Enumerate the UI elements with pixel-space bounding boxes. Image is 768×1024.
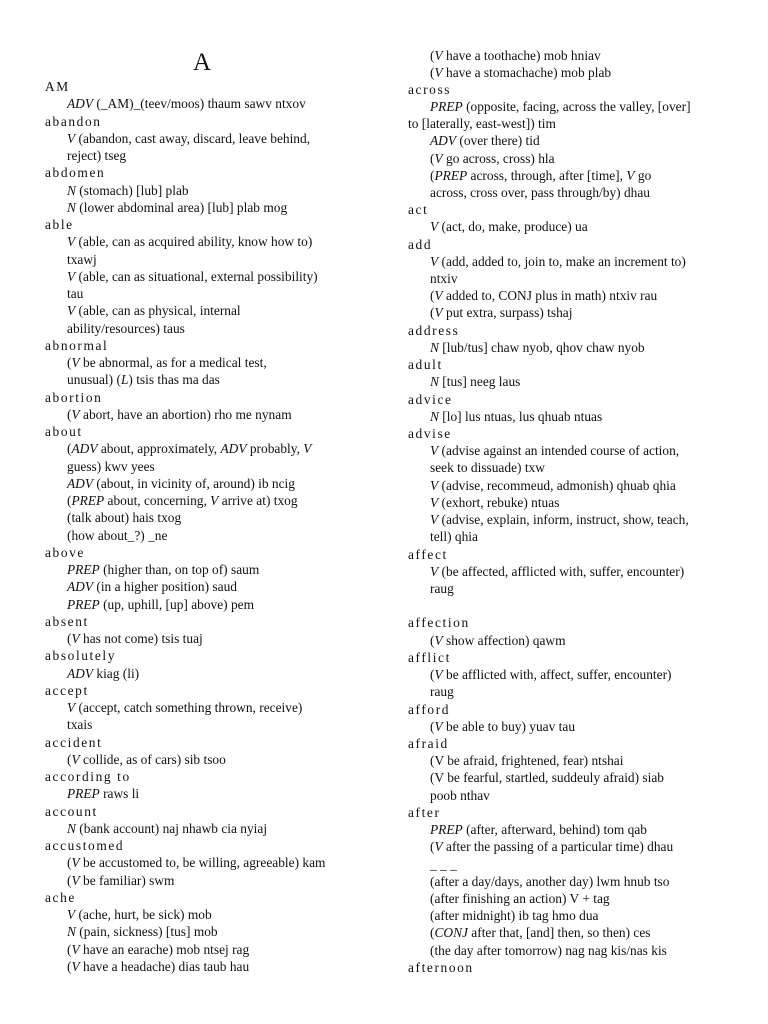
definition-line: across, cross over, pass through/by) dhau bbox=[430, 185, 650, 200]
headword: AM bbox=[45, 79, 70, 94]
definition-line: (after finishing an action) V + tag bbox=[430, 891, 610, 906]
definition-line: V (ache, hurt, be sick) mob bbox=[67, 907, 212, 922]
definition-line: V (able, can as physical, internal bbox=[67, 303, 241, 319]
definition-line: (V after the passing of a particular time) dhau bbox=[430, 839, 674, 854]
headword: afflict bbox=[408, 650, 451, 665]
definition-line: N (bank account) naj nhawb cia nyiaj bbox=[67, 820, 268, 836]
definition-line: ability/resources) taus bbox=[67, 320, 185, 336]
definition-line: V (able, can as acquired ability, know how to) bbox=[67, 234, 313, 250]
definition-line: (PREP across, through, after [time], V go bbox=[430, 168, 652, 183]
headword: after bbox=[408, 805, 441, 820]
definition-line: V (able, can as situational, external possibility) bbox=[67, 268, 318, 284]
headword: absolutely bbox=[45, 648, 117, 664]
definition-line: (PREP about, concerning, V arrive at) txog bbox=[67, 493, 298, 508]
definition-line: (V be afraid, frightened, fear) ntshai bbox=[430, 753, 624, 768]
headword: ache bbox=[45, 889, 76, 905]
definition-line: tau bbox=[67, 286, 84, 301]
headword: advise bbox=[408, 426, 452, 441]
definition-line: to [laterally, east-west]) tim bbox=[408, 116, 556, 131]
definition-line: V (advise, explain, inform, instruct, show, teach, bbox=[430, 512, 689, 527]
definition-line: guess) kwv yees bbox=[67, 458, 155, 474]
headword: affection bbox=[408, 615, 470, 630]
definition-line: reject) tseg bbox=[67, 148, 127, 163]
definition-line: PREP (after, afterward, behind) tom qab bbox=[430, 822, 647, 837]
definition-line: (V be afflicted with, affect, suffer, encounter) bbox=[430, 667, 672, 682]
headword: accident bbox=[45, 734, 103, 750]
definition-line: (V go across, cross) hla bbox=[430, 151, 555, 166]
definition-line: PREP (up, uphill, [up] above) pem bbox=[67, 596, 255, 612]
definition-line: poob nthav bbox=[430, 788, 490, 803]
definition-line: PREP (opposite, facing, across the valley, [over] bbox=[430, 99, 691, 114]
definition-line: (V have a headache) dias taub hau bbox=[67, 958, 250, 974]
definition-line: N (lower abdominal area) [lub] plab mog bbox=[67, 199, 288, 215]
definition-line: (V abort, have an abortion) rho me nynam bbox=[67, 406, 292, 422]
definition-line: (V be abnormal, as for a medical test, bbox=[67, 355, 267, 370]
headword: across bbox=[408, 82, 452, 97]
definition-line: N (pain, sickness) [tus] mob bbox=[67, 924, 218, 940]
definition-line: tell) qhia bbox=[430, 529, 478, 544]
definition-line: raug bbox=[430, 684, 454, 699]
headword: about bbox=[45, 424, 83, 439]
headword: adult bbox=[408, 357, 443, 372]
headword: absent bbox=[45, 613, 89, 629]
headword: affect bbox=[408, 547, 448, 562]
definition-line: ADV (_AM)_(teev/moos) thaum sawv ntxov bbox=[67, 96, 306, 112]
definition-line: ntxiv bbox=[430, 271, 458, 286]
definition-line: unusual) (L) tsis thas ma das bbox=[67, 372, 220, 388]
headword: accept bbox=[45, 682, 89, 698]
definition-line: (after a day/days, another day) lwm hnub tso bbox=[430, 874, 670, 889]
page-title: A bbox=[193, 49, 212, 76]
definition-line: (V be able to buy) yuav tau bbox=[430, 719, 576, 734]
definition-line: V (advise, recommeud, admonish) qhuab qhia bbox=[430, 478, 676, 493]
headword: afford bbox=[408, 702, 451, 717]
headword: accustomed bbox=[45, 838, 125, 853]
definition-line: N [tus] neeg laus bbox=[430, 374, 521, 389]
definition-line: (talk about) hais txog bbox=[67, 510, 182, 526]
headword: above bbox=[45, 544, 85, 560]
headword: according to bbox=[45, 769, 131, 784]
definition-line: (V have an earache) mob ntsej rag bbox=[67, 941, 250, 957]
definition-line: V (abandon, cast away, discard, leave behind, bbox=[67, 130, 311, 146]
headword: account bbox=[45, 803, 98, 819]
definition-line: (V put extra, surpass) tshaj bbox=[430, 305, 573, 320]
headword: address bbox=[408, 323, 460, 338]
definition-line: (V have a stomachache) mob plab bbox=[430, 65, 612, 80]
headword: advice bbox=[408, 392, 453, 407]
definition-line: ADV kiag (li) bbox=[67, 665, 140, 681]
definition-line: V (act, do, make, produce) ua bbox=[430, 219, 588, 234]
definition-line: (after midnight) ib tag hmo dua bbox=[430, 908, 599, 923]
definition-line: PREP (higher than, on top of) saum bbox=[67, 562, 260, 577]
definition-line: ADV (over there) tid bbox=[430, 133, 540, 148]
definition-line: raug bbox=[430, 581, 454, 596]
definition-line: V (be affected, afflicted with, suffer, encounter) bbox=[430, 564, 685, 579]
definition-line: (V has not come) tsis tuaj bbox=[67, 631, 203, 646]
headword: able bbox=[45, 217, 74, 232]
definition-line: ADV (in a higher position) saud bbox=[67, 579, 237, 595]
headword: abandon bbox=[45, 113, 102, 129]
definition-line: seek to dissuade) txw bbox=[430, 460, 545, 475]
headword: afraid bbox=[408, 736, 449, 751]
definition-line: txawj bbox=[67, 251, 97, 267]
headword: abdomen bbox=[45, 165, 106, 181]
definition-line: (V have a toothache) mob hniav bbox=[430, 48, 601, 63]
headword: act bbox=[408, 202, 429, 217]
definition-line: V (advise against an intended course of action, bbox=[430, 443, 680, 458]
definition-line: V (accept, catch something thrown, receive) bbox=[67, 700, 303, 715]
headword: abortion bbox=[45, 389, 103, 405]
definition-line: V (add, added to, join to, make an increment to) bbox=[430, 254, 686, 269]
definition-line: ADV (about, in vicinity of, around) ib ncig bbox=[67, 475, 295, 491]
headword: add bbox=[408, 237, 433, 252]
definition-line: (the day after tomorrow) nag nag kis/nas kis bbox=[430, 943, 667, 958]
definition-line: N [lub/tus] chaw nyob, qhov chaw nyob bbox=[430, 340, 645, 355]
definition-line: (V be familiar) swm bbox=[67, 872, 175, 888]
definition-line: (V show affection) qawm bbox=[430, 633, 566, 648]
definition-line: (CONJ after that, [and] then, so then) ces bbox=[430, 925, 651, 940]
headword: afternoon bbox=[408, 960, 474, 975]
definition-line: (V collide, as of cars) sib tsoo bbox=[67, 751, 226, 767]
definition-line: PREP raws li bbox=[67, 786, 140, 802]
headword: abnormal bbox=[45, 337, 109, 353]
definition-line: N [lo] lus ntuas, lus qhuab ntuas bbox=[430, 409, 603, 424]
definition-line: _ _ _ bbox=[430, 857, 457, 872]
definition-line: V (exhort, rebuke) ntuas bbox=[430, 495, 560, 510]
definition-line: (V added to, CONJ plus in math) ntxiv rau bbox=[430, 288, 658, 303]
definition-line: (ADV about, approximately, ADV probably, V bbox=[67, 441, 312, 457]
definition-line: txais bbox=[67, 717, 93, 733]
definition-line: (how about_?) _ne bbox=[67, 527, 168, 543]
definition-line: N (stomach) [lub] plab bbox=[67, 182, 189, 198]
definition-line: (V be accustomed to, be willing, agreeable) kam bbox=[67, 855, 326, 871]
definition-line: (V be fearful, startled, suddeuly afraid) siab bbox=[430, 770, 665, 785]
